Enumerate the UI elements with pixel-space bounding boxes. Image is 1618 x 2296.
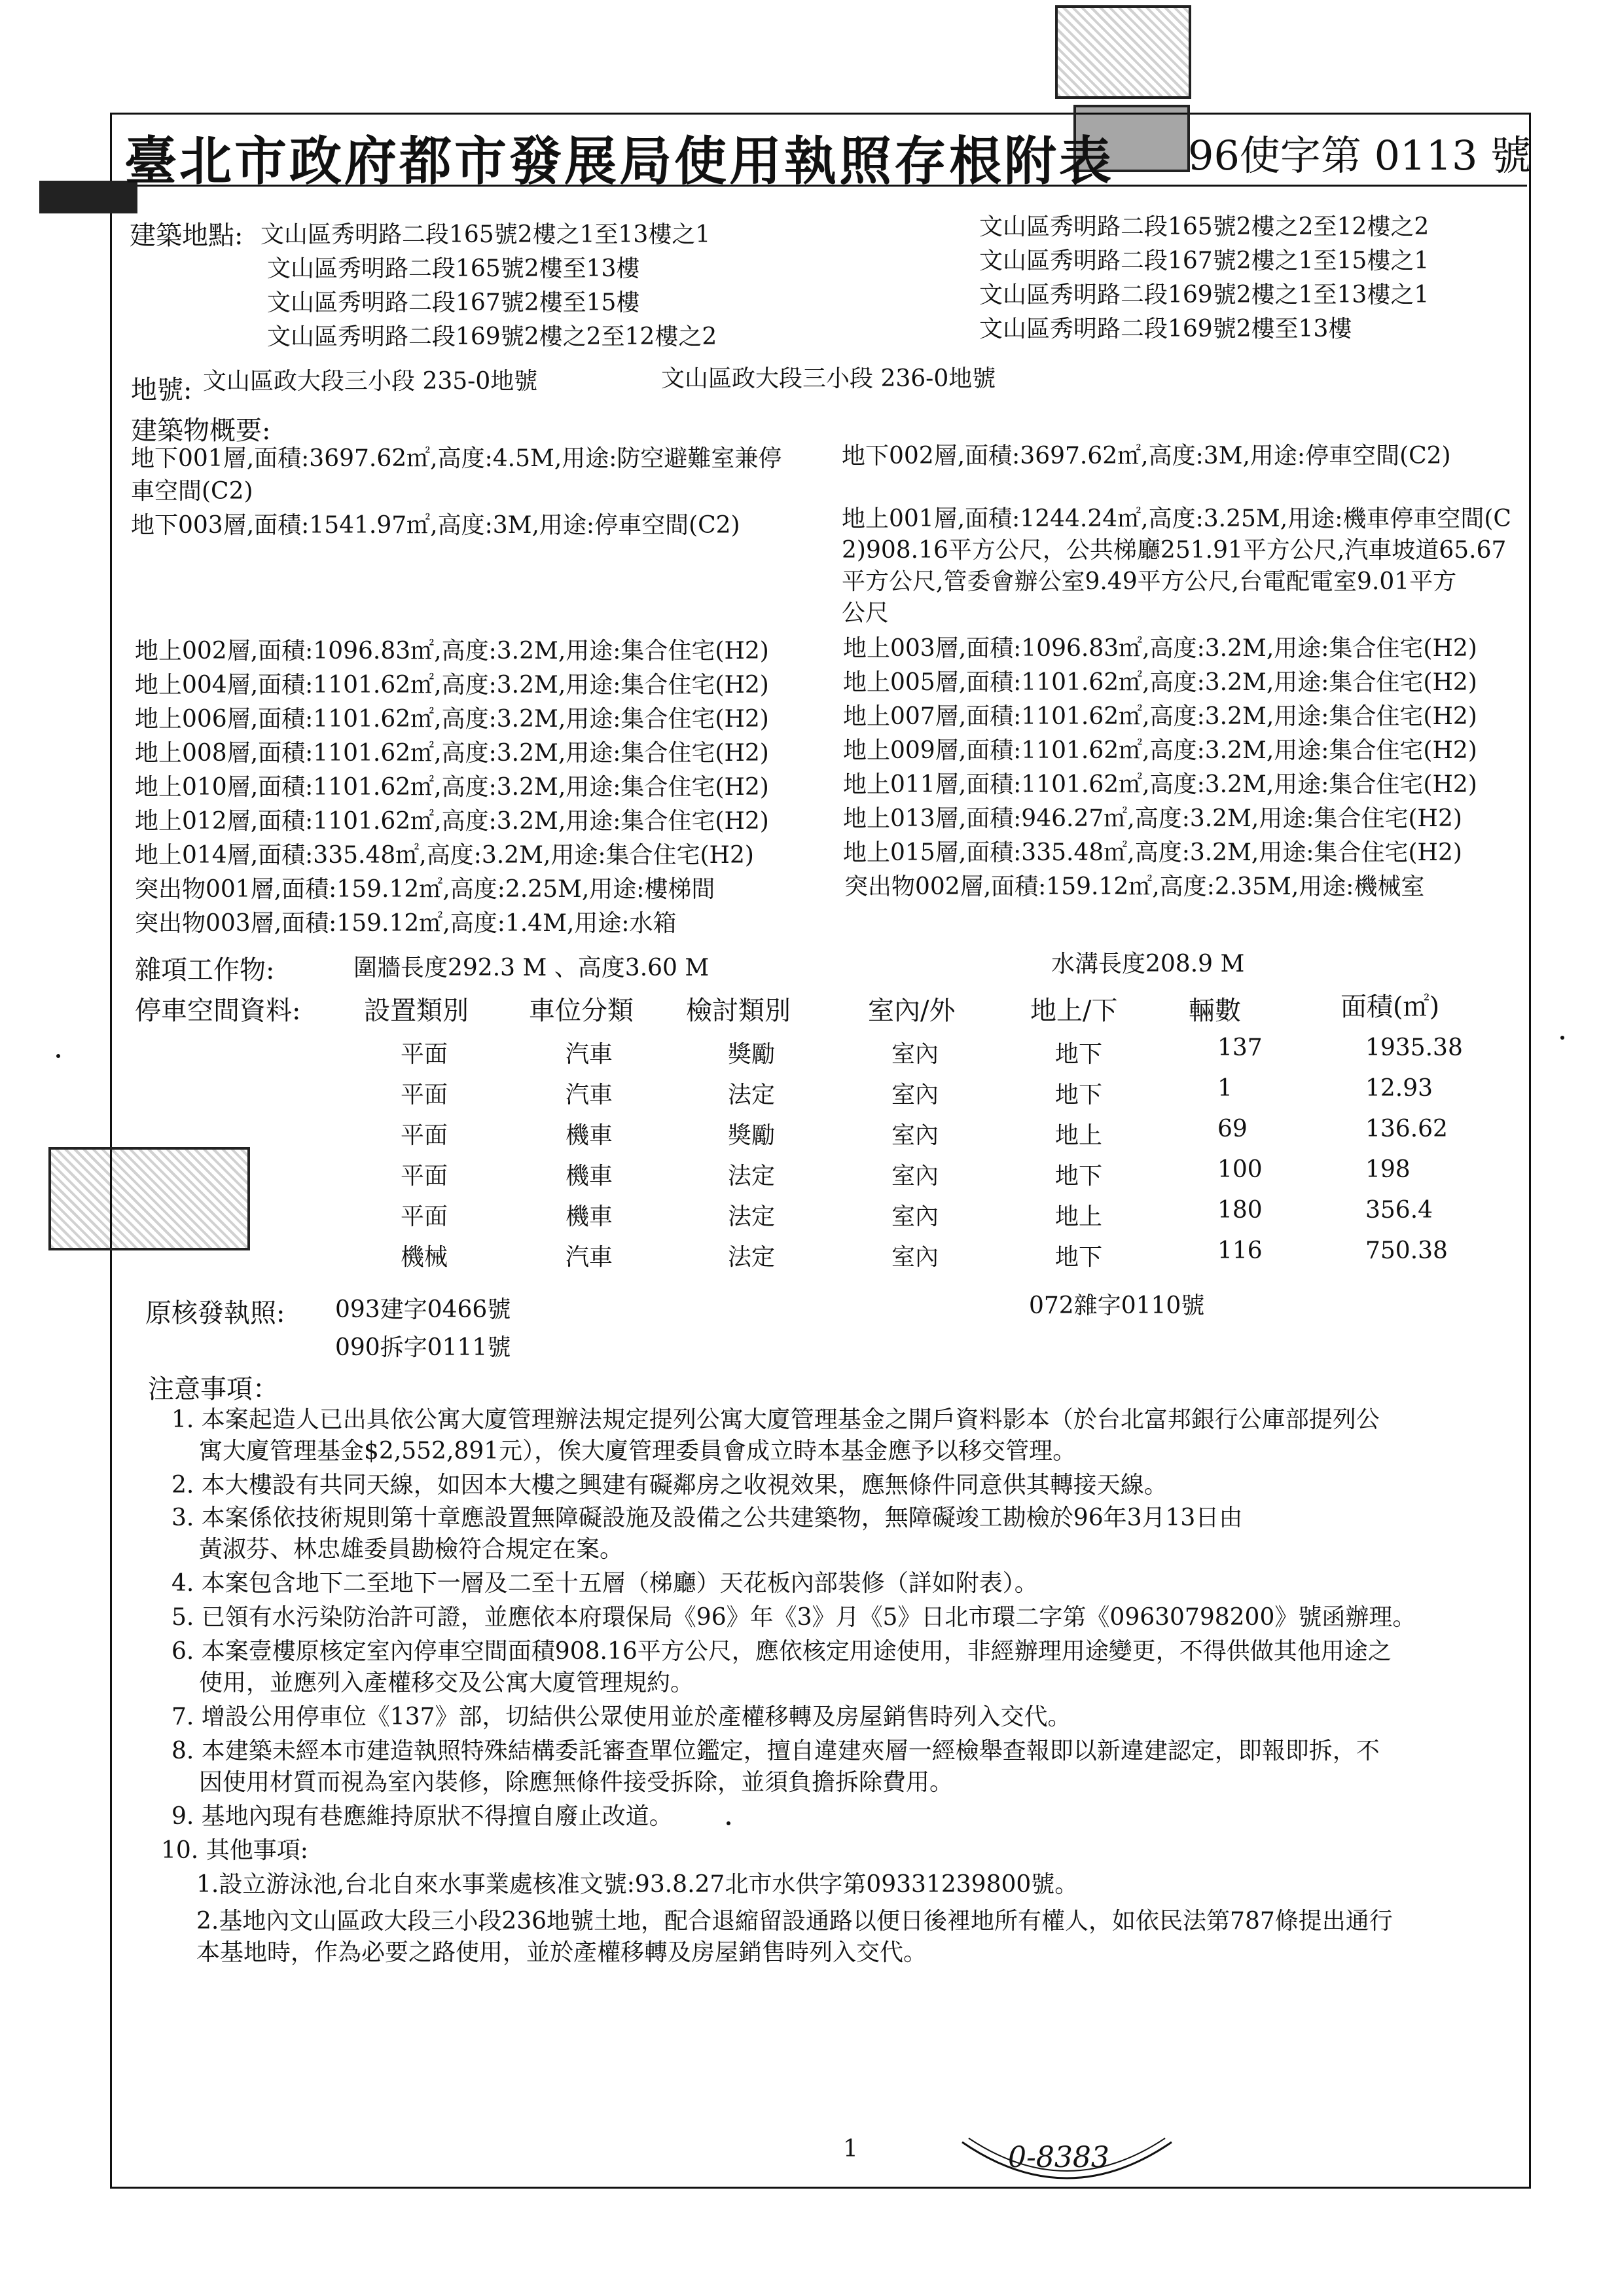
parking-label: 停車空間資料: bbox=[135, 996, 301, 1026]
note-line: 7. 增設公用停車位《137》部，切結供公眾使用並於產權移轉及房屋銷售時列入交代。 bbox=[171, 1704, 1071, 1730]
floor-b2: 地下002層,面積:3697.62㎡,高度:3M,用途:停車空間(C2) bbox=[842, 443, 1451, 469]
parking-cell: 室內 bbox=[891, 1244, 939, 1271]
side-seal bbox=[48, 1147, 250, 1250]
parking-cell: 法定 bbox=[728, 1082, 776, 1108]
site-address-right-2: 文山區秀明路二段167號2樓之1至15樓之1 bbox=[979, 247, 1429, 274]
parking-cell: 機車 bbox=[566, 1122, 613, 1149]
floor-row-right: 地上007層,面積:1101.62㎡,高度:3.2M,用途:集合住宅(H2) bbox=[843, 703, 1477, 730]
parking-cell: 100 bbox=[1217, 1156, 1263, 1183]
note-line: 9. 基地內現有巷應維持原狀不得擅自廢止改道。 bbox=[171, 1803, 673, 1830]
lot-number-1: 文山區政大段三小段 235-0地號 bbox=[203, 368, 538, 395]
parking-cell: 機械 bbox=[401, 1244, 448, 1271]
parking-cell: 平面 bbox=[401, 1163, 448, 1190]
parking-cell: 69 bbox=[1217, 1116, 1248, 1142]
parking-header: 車位分類 bbox=[529, 996, 634, 1026]
page-number: 1 bbox=[843, 2136, 858, 2162]
stamp-number: 0-8383 bbox=[1008, 2141, 1109, 2174]
parking-cell: 180 bbox=[1217, 1197, 1263, 1224]
floor-row-left: 突出物003層,面積:159.12㎡,高度:1.4M,用途:水箱 bbox=[135, 910, 677, 937]
original-permit-1: 093建字0466號 bbox=[335, 1296, 511, 1323]
parking-cell: 室內 bbox=[891, 1082, 939, 1108]
floor-row-left: 地上010層,面積:1101.62㎡,高度:3.2M,用途:集合住宅(H2) bbox=[135, 774, 769, 801]
parking-header: 室內/外 bbox=[868, 996, 956, 1026]
parking-cell: 356.4 bbox=[1365, 1197, 1433, 1224]
notes-label: 注意事項： bbox=[148, 1374, 279, 1404]
parking-cell: 室內 bbox=[891, 1163, 939, 1190]
floor-row-right: 地上015層,面積:335.48㎡,高度:3.2M,用途:集合住宅(H2) bbox=[843, 839, 1462, 866]
parking-cell: 平面 bbox=[401, 1082, 448, 1108]
parking-header: 輛數 bbox=[1189, 996, 1241, 1026]
floor-1-line1: 地上001層,面積:1244.24㎡,高度:3.25M,用途:機車停車空間(C bbox=[842, 505, 1511, 532]
parking-header: 面積(㎡) bbox=[1340, 992, 1440, 1022]
parking-cell: 1935.38 bbox=[1365, 1034, 1463, 1061]
parking-header: 地上/下 bbox=[1030, 996, 1118, 1026]
site-address-left-1: 文山區秀明路二段165號2樓之1至13樓之1 bbox=[261, 221, 711, 248]
floor-b3: 地下003層,面積:1541.97㎡,高度:3M,用途:停車空間(C2) bbox=[131, 512, 740, 539]
floor-row-right: 突出物002層,面積:159.12㎡,高度:2.35M,用途:機械室 bbox=[844, 873, 1425, 900]
floor-row-right: 地上005層,面積:1101.62㎡,高度:3.2M,用途:集合住宅(H2) bbox=[843, 669, 1477, 696]
parking-cell: 汽車 bbox=[566, 1244, 613, 1271]
note-line: 使用，並應列入產權移交及公寓大廈管理規約。 bbox=[199, 1669, 694, 1696]
floor-row-right: 地上003層,面積:1096.83㎡,高度:3.2M,用途:集合住宅(H2) bbox=[843, 635, 1477, 662]
parking-cell: 198 bbox=[1365, 1156, 1411, 1183]
scan-dot bbox=[56, 1054, 60, 1058]
floor-row-left: 地上006層,面積:1101.62㎡,高度:3.2M,用途:集合住宅(H2) bbox=[135, 706, 769, 733]
note-line: 4. 本案包含地下二至地下一層及二至十五層（梯廳）天花板內部裝修（詳如附表）。 bbox=[171, 1570, 1038, 1597]
note-line: 2. 本大樓設有共同天線，如因本大樓之興建有礙鄰房之收視效果，應無條件同意供其轉接天線。 bbox=[171, 1472, 1168, 1499]
misc-ditch: 水溝長度208.9 M bbox=[1051, 951, 1245, 977]
parking-cell: 法定 bbox=[728, 1244, 776, 1271]
site-address-right-4: 文山區秀明路二段169號2樓至13樓 bbox=[979, 316, 1352, 342]
parking-cell: 平面 bbox=[401, 1122, 448, 1149]
floor-row-right: 地上009層,面積:1101.62㎡,高度:3.2M,用途:集合住宅(H2) bbox=[843, 737, 1477, 764]
parking-cell: 12.93 bbox=[1365, 1075, 1433, 1102]
scan-dot bbox=[1560, 1036, 1564, 1040]
parking-cell: 750.38 bbox=[1365, 1237, 1448, 1264]
parking-cell: 1 bbox=[1217, 1075, 1232, 1102]
parking-cell: 室內 bbox=[891, 1041, 939, 1068]
note-line: 5. 已領有水污染防治許可證，並應依本府環保局《96》年《3》月《5》日北市環二字第《09630798200》號函辦理。 bbox=[171, 1604, 1416, 1631]
parking-cell: 獎勵 bbox=[728, 1122, 776, 1149]
parking-cell: 汽車 bbox=[566, 1082, 613, 1108]
note-line: 黃淑芬、林忠雄委員勘檢符合規定在案。 bbox=[199, 1536, 624, 1563]
misc-wall: 圍牆長度292.3 M 、高度3.60 M bbox=[353, 955, 710, 981]
misc-label: 雜項工作物: bbox=[135, 955, 275, 985]
note-line: 2.基地內文山區政大段三小段236地號土地，配合退縮留設通路以便日後裡地所有權人，如依民法第787條提出通行 bbox=[196, 1908, 1393, 1935]
note-line: 3. 本案係依技術規則第十章應設置無障礙設施及設備之公共建築物，無障礙竣工勘檢於96年3月13日由 bbox=[171, 1504, 1243, 1531]
parking-cell: 地下 bbox=[1055, 1244, 1103, 1271]
page-title: 臺北市政府都市發展局使用執照存根附表 bbox=[124, 130, 1114, 192]
original-permit-3: 090拆字0111號 bbox=[335, 1334, 511, 1361]
parking-cell: 137 bbox=[1217, 1034, 1263, 1061]
parking-cell: 地下 bbox=[1055, 1082, 1103, 1108]
scan-dot bbox=[727, 1821, 730, 1825]
lot-number-2: 文山區政大段三小段 236-0地號 bbox=[661, 365, 996, 392]
parking-cell: 地上 bbox=[1055, 1203, 1103, 1230]
floor-row-left: 地上014層,面積:335.48㎡,高度:3.2M,用途:集合住宅(H2) bbox=[135, 842, 754, 869]
note-line: 6. 本案壹樓原核定室內停車空間面積908.16平方公尺，應依核定用途使用，非經辦理用途變更，不得供做其他用途之 bbox=[171, 1638, 1392, 1665]
lot-label: 地號: bbox=[131, 375, 192, 405]
floor-row-left: 地上004層,面積:1101.62㎡,高度:3.2M,用途:集合住宅(H2) bbox=[135, 672, 769, 699]
parking-cell: 汽車 bbox=[566, 1041, 613, 1068]
floor-b1-line2: 車空間(C2) bbox=[131, 478, 253, 505]
site-address-right-1: 文山區秀明路二段165號2樓之2至12樓之2 bbox=[979, 213, 1429, 240]
note-line: 因使用材質而視為室內裝修，除應無條件接受拆除，並須負擔拆除費用。 bbox=[199, 1769, 954, 1796]
site-address-left-3: 文山區秀明路二段167號2樓至15樓 bbox=[267, 289, 640, 316]
site-address-left-2: 文山區秀明路二段165號2樓至13樓 bbox=[267, 255, 640, 282]
floor-row-right: 地上013層,面積:946.27㎡,高度:3.2M,用途:集合住宅(H2) bbox=[843, 805, 1462, 832]
parking-cell: 法定 bbox=[728, 1203, 776, 1230]
parking-cell: 地上 bbox=[1055, 1122, 1103, 1149]
floor-1-line2: 2)908.16平方公尺，公共梯廳251.91平方公尺,汽車坡道65.67 bbox=[842, 537, 1507, 564]
parking-cell: 機車 bbox=[566, 1163, 613, 1190]
parking-cell: 地下 bbox=[1055, 1163, 1103, 1190]
parking-header: 檢討類別 bbox=[686, 996, 791, 1026]
floor-1-line3: 平方公尺,管委會辦公室9.49平方公尺,台電配電室9.01平方 bbox=[842, 568, 1457, 595]
parking-cell: 116 bbox=[1217, 1237, 1263, 1264]
parking-cell: 機車 bbox=[566, 1203, 613, 1230]
floor-b1-line1: 地下001層,面積:3697.62㎡,高度:4.5M,用途:防空避難室兼停 bbox=[131, 445, 782, 472]
original-permit-2: 072雜字0110號 bbox=[1029, 1292, 1205, 1319]
floor-row-left: 地上002層,面積:1096.83㎡,高度:3.2M,用途:集合住宅(H2) bbox=[135, 638, 769, 665]
left-edge-mark bbox=[39, 181, 137, 213]
site-label: 建築地點: bbox=[130, 221, 243, 251]
parking-cell: 136.62 bbox=[1365, 1116, 1448, 1142]
site-address-right-3: 文山區秀明路二段169號2樓之1至13樓之1 bbox=[979, 282, 1429, 308]
site-address-left-4: 文山區秀明路二段169號2樓之2至12樓之2 bbox=[267, 323, 717, 350]
parking-cell: 地下 bbox=[1055, 1041, 1103, 1068]
parking-cell: 平面 bbox=[401, 1203, 448, 1230]
parking-cell: 室內 bbox=[891, 1122, 939, 1149]
floor-row-left: 地上008層,面積:1101.62㎡,高度:3.2M,用途:集合住宅(H2) bbox=[135, 740, 769, 767]
parking-cell: 室內 bbox=[891, 1203, 939, 1230]
note-line: 1.設立游泳池,台北自來水事業處核准文號:93.8.27北市水供字第09331239800號。 bbox=[196, 1871, 1079, 1898]
floor-1-line4: 公尺 bbox=[842, 600, 890, 627]
floor-row-left: 突出物001層,面積:159.12㎡,高度:2.25M,用途:樓梯間 bbox=[135, 876, 715, 903]
original-permits-label: 原核發執照: bbox=[145, 1298, 285, 1328]
permit-number: 96使字第 0113 號 bbox=[1188, 132, 1532, 179]
parking-header: 設置類別 bbox=[364, 996, 469, 1026]
overview-label: 建築物概要: bbox=[131, 416, 271, 446]
parking-cell: 平面 bbox=[401, 1041, 448, 1068]
note-line: 10. 其他事項: bbox=[161, 1837, 308, 1864]
parking-cell: 獎勵 bbox=[728, 1041, 776, 1068]
note-line: 8. 本建築未經本市建造執照特殊結構委託審查單位鑑定，擅自違建夾層一經檢舉查報即以新違建認定，即報即拆，不 bbox=[171, 1738, 1380, 1764]
note-line: 本基地時，作為必要之路使用，並於產權移轉及房屋銷售時列入交代。 bbox=[196, 1939, 927, 1966]
top-seal bbox=[1055, 5, 1191, 99]
floor-row-left: 地上012層,面積:1101.62㎡,高度:3.2M,用途:集合住宅(H2) bbox=[135, 808, 769, 835]
floor-row-right: 地上011層,面積:1101.62㎡,高度:3.2M,用途:集合住宅(H2) bbox=[843, 771, 1477, 798]
note-line: 1. 本案起造人已出具依公寓大廈管理辦法規定提列公寓大廈管理基金之開戶資料影本（於台北富邦銀行公庫部提列公 bbox=[171, 1406, 1380, 1433]
parking-cell: 法定 bbox=[728, 1163, 776, 1190]
note-line: 寓大廈管理基金$2,552,891元），俟大廈管理委員會成立時本基金應予以移交管理。 bbox=[199, 1438, 1077, 1465]
